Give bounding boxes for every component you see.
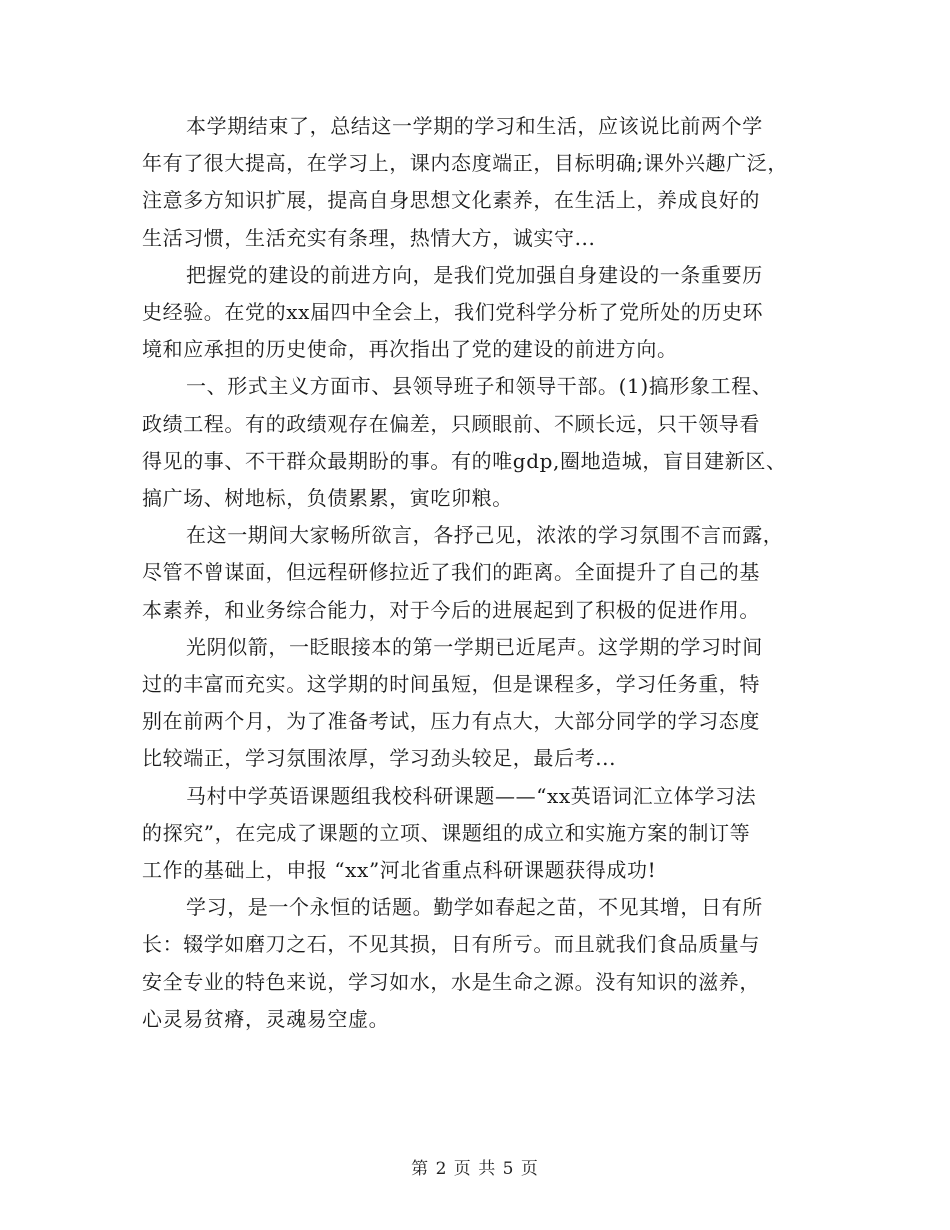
paragraph-line: 安全专业的特色来说，学习如水，水是生命之源。没有知识的滋养， (142, 969, 760, 994)
paragraph-line: 别在前两个月，为了准备考试，压力有点大，大部分同学的学习态度 (142, 709, 760, 734)
paragraph-line: 生活习惯，生活充实有条理，热情大方，诚实守... (142, 225, 596, 250)
paragraph-line: 一、形式主义方面市、县领导班子和领导干部。(1)搞形象工程、 (186, 374, 773, 399)
paragraph-line: 年有了很大提高，在学习上，课内态度端正，目标明确;课外兴趣广泛， (142, 151, 788, 176)
paragraph-line: 本素养，和业务综合能力，对于今后的进展起到了积极的促进作用。 (142, 597, 760, 622)
paragraph (142, 517, 822, 629)
paragraph-line: 心灵易贫瘠，灵魂易空虚。 (142, 1006, 390, 1031)
paragraph-line: 长：辍学如磨刀之石，不见其损，日有所亏。而且就我们食品质量与 (142, 932, 760, 957)
paragraph (142, 368, 822, 517)
paragraph-line: 史经验。在党的xx届四中全会上，我们党科学分析了党所处的历史环 (142, 300, 764, 325)
paragraph-line: 政绩工程。有的政绩观存在偏差，只顾眼前、不顾长远，只干领导看 (142, 411, 760, 436)
paragraph-line: 把握党的建设的前进方向，是我们党加强自身建设的一条重要历 (186, 262, 763, 287)
paragraph-line: 尽管不曾谋面，但远程研修拉近了我们的距离。全面提升了自己的基 (142, 560, 760, 585)
paragraph-line: 的探究”，在完成了课题的立项、课题组的成立和实施方案的制订等 (142, 820, 751, 845)
paragraph-line: 光阴似箭，一眨眼接本的第一学期已近尾声。这学期的学习时间 (186, 634, 763, 659)
paragraph (142, 778, 822, 890)
document-body (142, 108, 822, 1038)
paragraph-line: 本学期结束了，总结这一学期的学习和生活，应该说比前两个学 (186, 114, 763, 138)
paragraph-line: 马村中学英语课题组我校科研课题——“xx英语词汇立体学习法 (186, 783, 757, 808)
paragraph (142, 629, 822, 778)
paragraph-line: 比较端正，学习氛围浓厚，学习劲头较足，最后考... (142, 746, 617, 771)
paragraph-line: 搞广场、树地标，负债累累，寅吃卯粮。 (142, 486, 513, 511)
paragraph-line: 在这一期间大家畅所欲言，各抒己见，浓浓的学习氛围不言而露， (186, 523, 784, 548)
page-number-footer: 第 2 页 共 5 页 (411, 1159, 539, 1179)
paragraph (142, 889, 822, 1038)
paragraph (142, 108, 822, 257)
paragraph-line: 境和应承担的历史使命，再次指出了党的建设的前进方向。 (142, 337, 678, 362)
paragraph-line: 得见的事、不干群众最期盼的事。有的唯gdp,圈地造城，盲目建新区、 (142, 448, 787, 473)
paragraph (142, 257, 822, 369)
paragraph-line: 注意多方知识扩展，提高自身思想文化素养，在生活上，养成良好的 (142, 188, 760, 213)
paragraph-line: 过的丰富而充实。这学期的时间虽短，但是课程多，学习任务重，特 (142, 672, 760, 697)
paragraph-line: 学习，是一个永恒的话题。勤学如春起之苗，不见其增，日有所 (186, 895, 763, 920)
paragraph-line: 工作的基础上，申报 “xx”河北省重点科研课题获得成功! (142, 858, 657, 883)
